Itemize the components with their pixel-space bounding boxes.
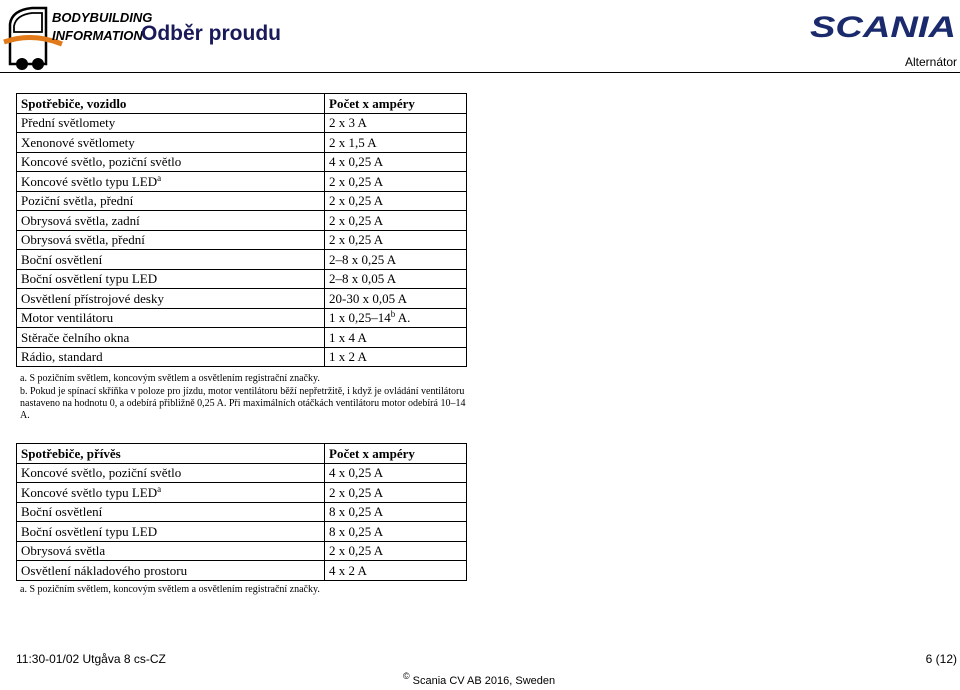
current-value: 2 x 1,5 A	[329, 134, 377, 150]
current-value-cell	[325, 541, 467, 561]
current-value-cell	[325, 463, 467, 483]
header-divider	[0, 72, 960, 73]
brand-text: SCANIA	[810, 11, 956, 44]
current-value: 20-30 x 0,05 A	[329, 290, 407, 306]
current-value-cell	[325, 561, 467, 581]
footnote-marker: a.	[20, 373, 27, 384]
current-value: 1 x 2 A	[329, 349, 367, 365]
consumer-name: Koncové světlo typu LED	[21, 484, 158, 500]
consumer-name-cell	[17, 522, 325, 542]
page-title: Odběr proudu	[141, 22, 281, 45]
current-value: 1 x 0,25–14	[329, 310, 391, 326]
table-row	[17, 230, 467, 250]
section-label: Alternátor	[904, 55, 957, 69]
table-row	[17, 289, 467, 309]
page-number: 6 (12)	[925, 652, 957, 666]
table-row	[17, 133, 467, 153]
scania-logo	[810, 11, 958, 44]
table-row	[17, 211, 467, 231]
current-value: 8 x 0,25 A	[329, 504, 384, 520]
footnote-marker: b.	[20, 386, 28, 397]
current-value: 4 x 2 A	[329, 562, 367, 578]
copyright-text: Scania CV AB 2016, Sweden	[412, 675, 556, 687]
table-row	[17, 250, 467, 270]
consumer-name-cell	[17, 483, 325, 503]
current-value-cell	[325, 211, 467, 231]
footnote-a	[20, 373, 320, 385]
document-id: 11:30-01/02 Utgåva 8 cs-CZ	[16, 652, 166, 666]
table-row	[17, 172, 467, 192]
table-row	[17, 541, 467, 561]
current-value-cell	[325, 522, 467, 542]
consumer-name: Boční osvětlení typu LED	[21, 271, 158, 287]
consumer-name: Stěrače čelního okna	[21, 329, 130, 345]
table-row	[17, 522, 467, 542]
footnote-text: Pokud je spínací skříňka v poloze pro jízdu, motor ventilátoru běží nepřetržitě, i když je ovládání ventilátoru nastaveno na hodnotu 0, a odebírá přibližně 0,25 A. Při maximálních otáčkách ventilátoru motor odebírá 10–14 A.	[20, 386, 466, 421]
current-value: 2 x 0,25 A	[329, 232, 384, 248]
consumer-name: Přední světlomety	[21, 115, 116, 131]
consumer-name-cell	[17, 561, 325, 581]
table-row	[17, 191, 467, 211]
consumer-name-cell	[17, 133, 325, 153]
consumer-name-cell	[17, 289, 325, 309]
current-value: 1 x 4 A	[329, 329, 367, 345]
consumer-name-cell	[17, 211, 325, 231]
consumer-name: Osvětlení přístrojové desky	[21, 290, 164, 306]
consumer-name: Koncové světlo typu LED	[21, 173, 158, 189]
consumer-name: Boční osvětlení	[21, 251, 103, 267]
current-value-cell	[325, 113, 467, 133]
consumer-name: Koncové světlo, poziční světlo	[21, 465, 182, 481]
consumer-name: Osvětlení nákladového prostoru	[21, 562, 188, 578]
copyright	[403, 671, 556, 687]
bodybuilding-information-logo	[2, 2, 153, 72]
current-value: 2 x 0,25 A	[329, 212, 384, 228]
consumer-name-cell	[17, 328, 325, 348]
logo-line-2: INFORMATION	[52, 28, 143, 43]
current-value-cell	[325, 269, 467, 289]
trailer-consumers-table	[16, 443, 467, 581]
current-value: 2–8 x 0,05 A	[329, 271, 397, 287]
table-row	[17, 269, 467, 289]
current-value-cell	[325, 250, 467, 270]
footnote-ref: a	[157, 172, 162, 183]
logo-line-1: BODYBUILDING	[52, 10, 153, 25]
table-row	[17, 347, 467, 367]
current-value-cell	[325, 347, 467, 367]
table-row	[17, 308, 467, 328]
table-row	[17, 152, 467, 172]
table-row	[17, 113, 467, 133]
consumer-name-cell	[17, 541, 325, 561]
current-value: 2 x 0,25 A	[329, 173, 384, 189]
consumer-name-cell	[17, 269, 325, 289]
footnote-text: S pozičním světlem, koncovým světlem a osvětlením registrační značky.	[29, 584, 320, 595]
consumer-name: Obrysová světla, přední	[21, 232, 145, 248]
consumer-name-cell	[17, 463, 325, 483]
consumer-name-cell	[17, 347, 325, 367]
consumer-name-cell	[17, 113, 325, 133]
consumer-name-cell	[17, 250, 325, 270]
current-value-cell	[325, 191, 467, 211]
consumer-name-cell	[17, 230, 325, 250]
footnote-b	[20, 386, 470, 422]
current-value-cell	[325, 172, 467, 192]
consumer-name: Boční osvětlení	[21, 504, 103, 520]
consumer-name-cell	[17, 308, 325, 328]
current-value-cell	[325, 502, 467, 522]
footnote-ref: b	[390, 309, 396, 320]
consumer-name-cell	[17, 152, 325, 172]
value-unit: A.	[395, 310, 411, 326]
table-row	[17, 561, 467, 581]
consumer-name-cell	[17, 172, 325, 192]
table-row	[17, 483, 467, 503]
column-header: Spotřebiče, vozidlo	[17, 94, 325, 114]
table-row	[17, 463, 467, 483]
column-header: Spotřebiče, přívěs	[17, 444, 325, 464]
current-value-cell	[325, 289, 467, 309]
table-header-row	[17, 444, 467, 464]
trailer-footnote-a	[20, 584, 320, 596]
current-value-cell	[325, 133, 467, 153]
current-value-cell	[325, 308, 467, 328]
current-value: 2 x 0,25 A	[329, 543, 384, 559]
consumer-name: Koncové světlo, poziční světlo	[21, 154, 182, 170]
consumer-name-cell	[17, 191, 325, 211]
consumer-name: Poziční světla, přední	[21, 193, 134, 209]
footnote-text: S pozičním světlem, koncovým světlem a osvětlením registrační značky.	[29, 373, 320, 384]
current-value: 2 x 3 A	[329, 115, 367, 131]
vehicle-consumers-table	[16, 93, 467, 367]
current-value-cell	[325, 230, 467, 250]
current-value: 2 x 0,25 A	[329, 484, 384, 500]
copyright-symbol: ©	[403, 671, 410, 681]
current-value-cell	[325, 152, 467, 172]
footnote-ref: a	[157, 483, 162, 494]
table-row	[17, 328, 467, 348]
current-value-cell	[325, 328, 467, 348]
current-value: 4 x 0,25 A	[329, 154, 384, 170]
column-header: Počet x ampéry	[325, 444, 467, 464]
current-value: 4 x 0,25 A	[329, 465, 384, 481]
table-header-row	[17, 94, 467, 114]
consumer-name: Xenonové světlomety	[21, 134, 135, 150]
current-value-cell	[325, 483, 467, 503]
footnote-marker: a.	[20, 584, 27, 595]
column-header: Počet x ampéry	[325, 94, 467, 114]
consumer-name: Boční osvětlení typu LED	[21, 523, 158, 539]
consumer-name: Motor ventilátoru	[21, 310, 114, 326]
table-row	[17, 502, 467, 522]
consumer-name-cell	[17, 502, 325, 522]
current-value: 2 x 0,25 A	[329, 193, 384, 209]
consumer-name: Obrysová světla	[21, 543, 106, 559]
consumer-name: Rádio, standard	[21, 349, 103, 365]
current-value: 2–8 x 0,25 A	[329, 251, 397, 267]
current-value: 8 x 0,25 A	[329, 523, 384, 539]
consumer-name: Obrysová světla, zadní	[21, 212, 140, 228]
